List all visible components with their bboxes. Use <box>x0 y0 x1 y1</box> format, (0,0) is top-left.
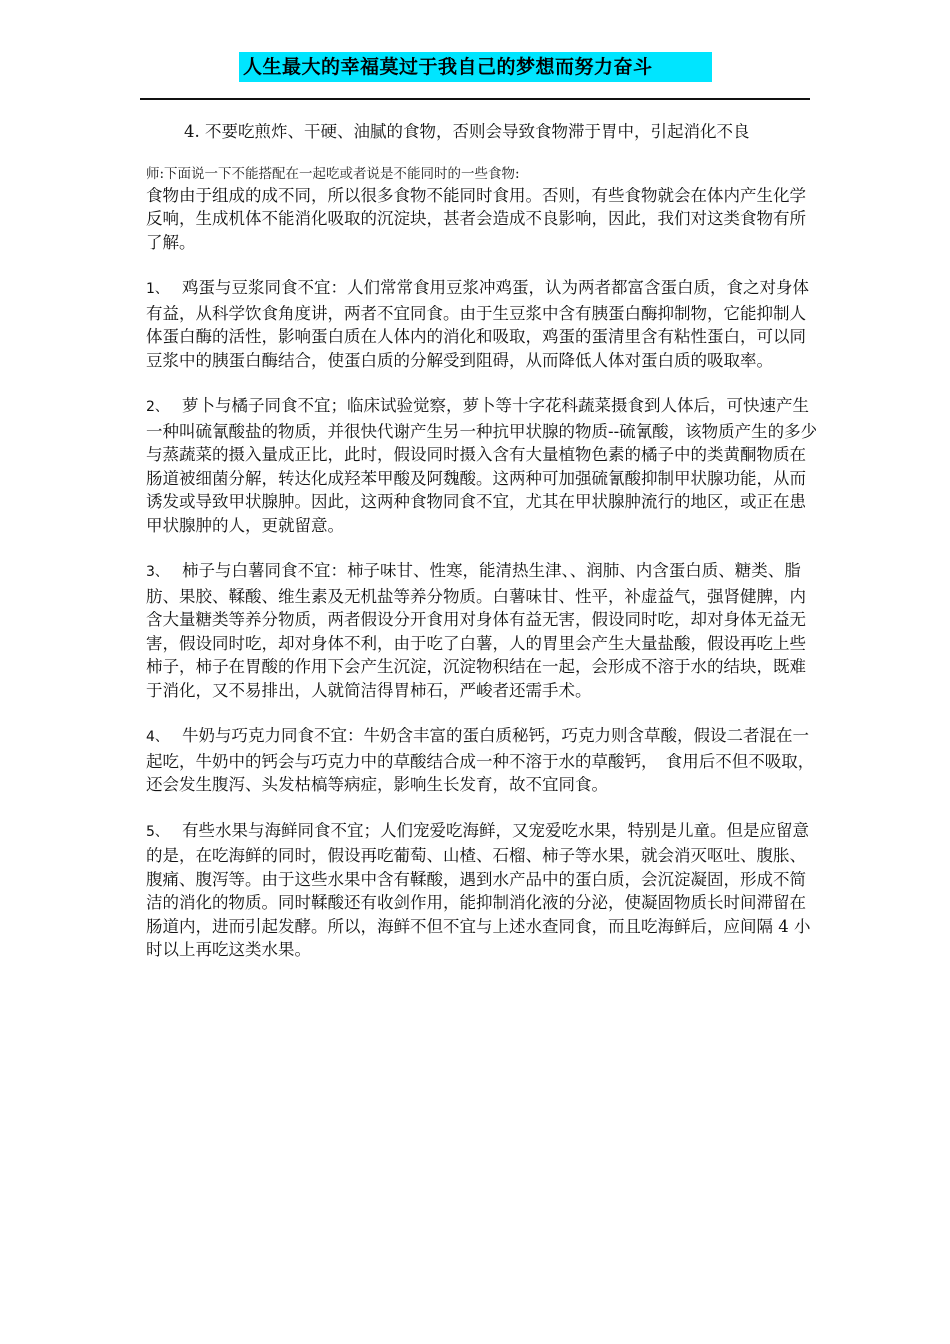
list-item-number: 2、 <box>146 399 169 415</box>
list-item-number: 5、 <box>146 823 169 840</box>
list-item-number: 1、 <box>146 281 169 297</box>
list-item-text: 萝卜与橘子同食不宜；临床试验觉察，萝卜等十字花科蔬菜摄食到人体后，可快速产生一种叫硫氰酸盐的物质，并很快代谢产生另一种抗甲状腺的物质--硫氰酸，该物质产生的多少与蒸蔬菜的摄入量成正比，此时，假设同时摄入含有大量植物色素的橘子中的类黄酮物质在肠道被细菌分解，转达化成羟苯甲酸及阿魏酸。这两种可加强硫氰酸抑制甲状腺功能，从而诱发或导致甲状腺肿。因此，这两种食物同食不宜，尤其在甲状腺肿流行的地区，或正在患甲状腺肿的人，更就留意。 <box>146 396 818 535</box>
list-item <box>146 819 818 962</box>
list-item <box>146 559 818 702</box>
teacher-line: 师:下面说一下不能搭配在一起吃或者说是不能同时的一些食物: <box>146 165 520 182</box>
intro-item: 4. 不要吃煎炸、干硬、油腻的食物，否则会导致食物滞于胃中，引起消化不良 <box>184 122 750 141</box>
overview-paragraph: 食物由于组成的成不同，所以很多食物不能同时食用。否则，有些食物就会在体内产生化学反响，生成机体不能消化吸取的沉淀块，甚者会造成不良影响，因此，我们对这类食物有所了解。 <box>146 185 806 252</box>
list-item-text: 有些水果与海鲜同食不宜；人们宠爱吃海鲜，又宠爱吃水果，特别是儿童。但是应留意的是，在吃海鲜的同时，假设再吃葡萄、山楂、石榴、柿子等水果，就会消灭呕吐、腹胀、腹痛、腹泻等。由于这些水果中含有鞣酸，遇到水产品中的蛋白质，会沉淀凝固，形成不简洁的消化的物质。同时鞣酸还有收剑作用，能抑制消化液的分泌，使凝固物质长时间滞留在肠道内，进而引起发酵。所以，海鲜不但不宜与上述水查同食，而且吃海鲜后，应间隔 4 小时以上再吃这类水果。 <box>146 820 811 959</box>
document-body <box>146 120 818 962</box>
list-item-number: 3、 <box>146 564 169 580</box>
list-item-text: 鸡蛋与豆浆同食不宜：人们常常食用豆浆冲鸡蛋，认为两者都富含蛋白质，食之对身体有益，从科学饮食角度讲，两者不宜同食。由于生豆浆中含有胰蛋白酶抑制物，它能抑制人体蛋白酶的活性，影响蛋白质在人体内的消化和吸取，鸡蛋的蛋清里含有粘性蛋白，可以同豆浆中的胰蛋白酶结合，使蛋白质的分解受到阻碍，从而降低人体对蛋白质的吸取率。 <box>146 278 809 370</box>
list-item <box>146 276 818 372</box>
header-banner: 人生最大的幸福莫过于我自己的梦想而努力奋斗 <box>239 52 712 82</box>
list-item-text: 牛奶与巧克力同食不宜：牛奶含丰富的蛋白质秘钙，巧克力则含草酸，假设二者混在一起吃，牛奶中的钙会与巧克力中的草酸结合成一种不溶于水的草酸钙， 食用后不但不吸取，还会发生腹泻、头发枯槁等病症，影响生长发育，故不宜同食。 <box>146 726 815 794</box>
list-item <box>146 724 818 797</box>
list-item-number: 4、 <box>146 729 169 745</box>
list-item <box>146 394 818 537</box>
header-divider <box>140 98 810 100</box>
list-item-text: 柿子与白薯同食不宜：柿子味甘、性寒，能清热生津、、润肺、内含蛋白质、糖类、脂肪、果胶、鞣酸、维生素及无机盐等养分物质。白薯味甘、性平，补虚益气，强肾健脾，内含大量糖类等养分物质，两者假设分开食用对身体有益无害，假设同时吃，却对身体无益无害，假设同时吃，却对身体不利，由于吃了白薯，人的胃里会产生大量盐酸，假设再吃上些柿子，柿子在胃酸的作用下会产生沉淀，沉淀物积结在一起，会形成不溶于水的结块，既难于消化，又不易排出，人就简洁得胃柿石，严峻者还需手术。 <box>146 561 806 700</box>
